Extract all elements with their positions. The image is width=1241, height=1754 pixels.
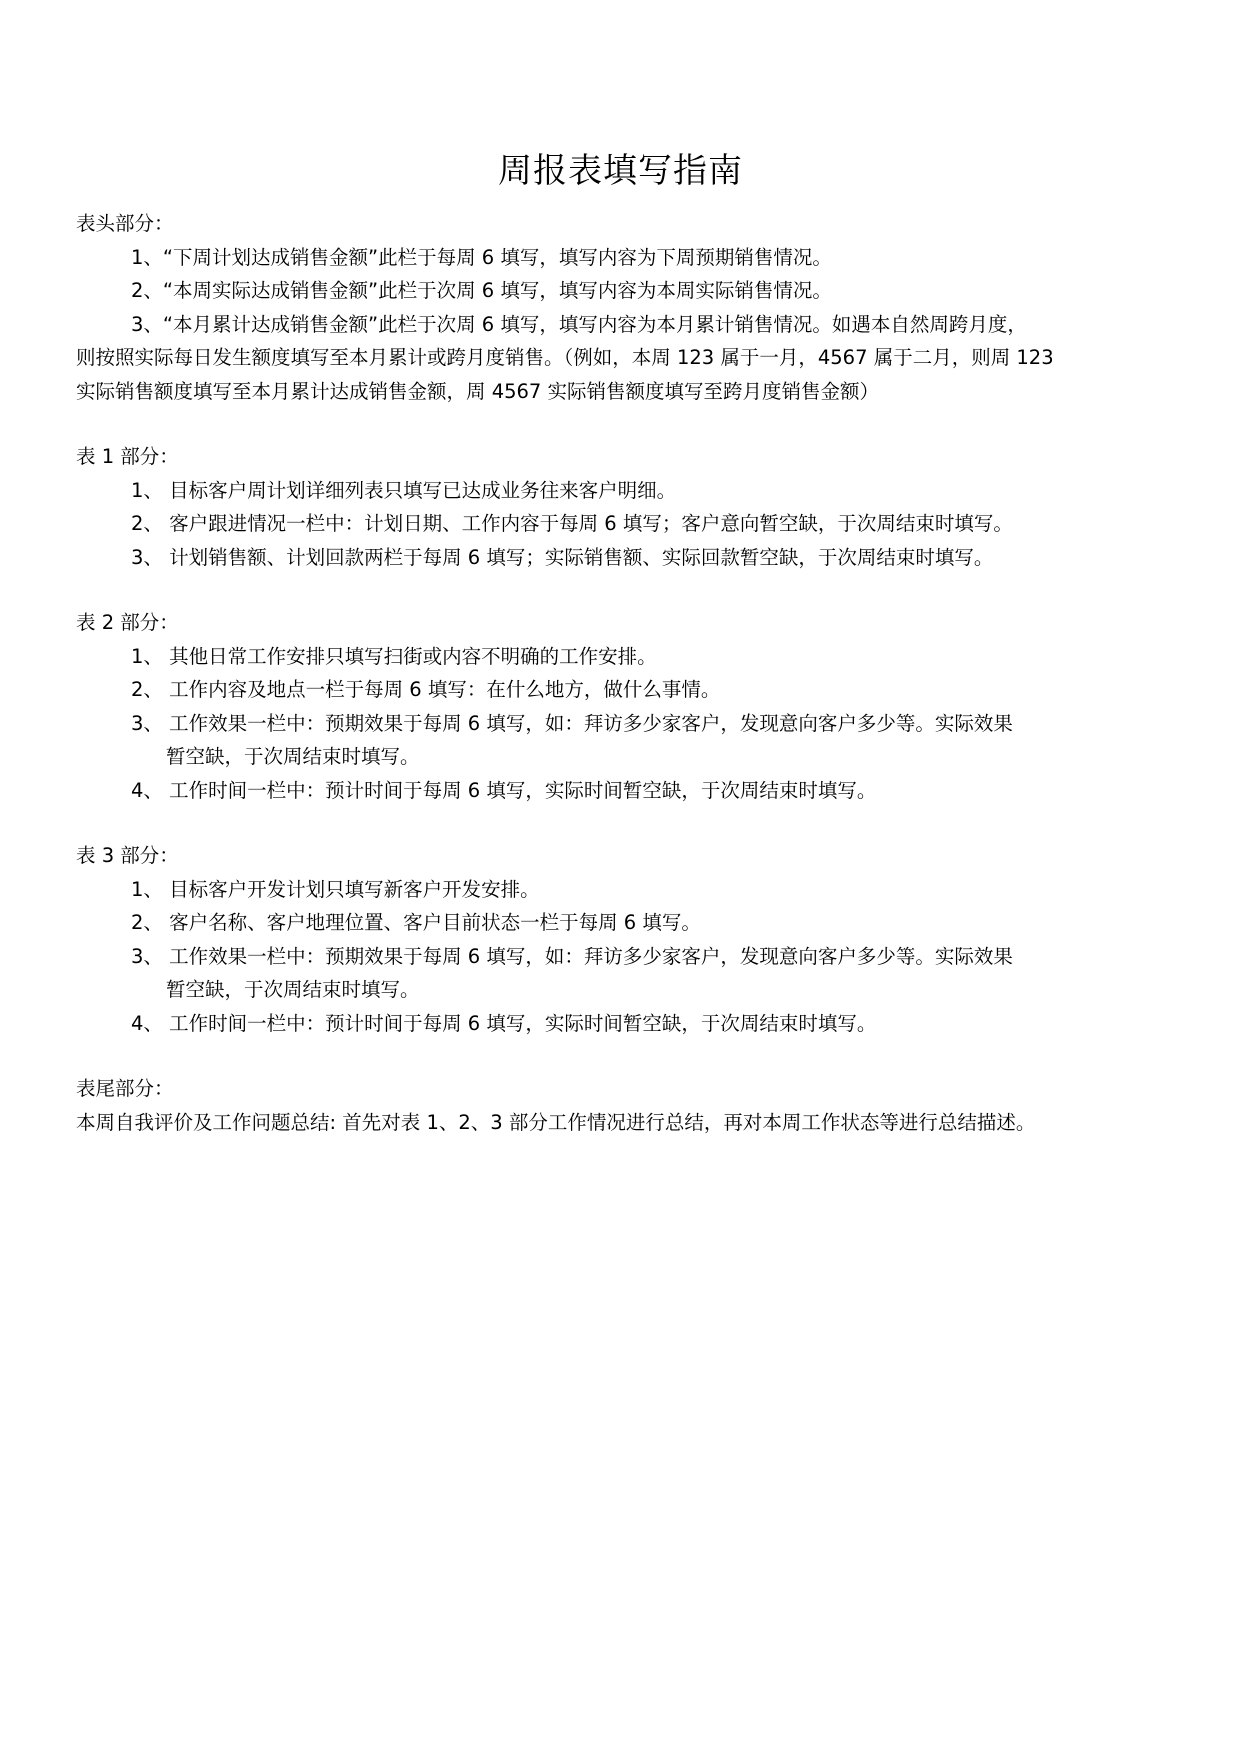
header-section-heading: 表头部分： bbox=[76, 212, 174, 235]
table2-item-3-line-2: 暂空缺，于次周结束时填写。 bbox=[166, 745, 420, 768]
table3-item-2: 2、 客户名称、客户地理位置、客户目前状态一栏于每周 6 填写。 bbox=[131, 911, 701, 934]
table2-item-3-line-1: 3、 工作效果一栏中：预期效果于每周 6 填写，如：拜访多少家客户，发现意向客户多少等。实际效果 bbox=[131, 711, 1013, 735]
document-body bbox=[76, 207, 1176, 1139]
table2-item-2: 2、 工作内容及地点一栏于每周 6 填写：在什么地方，做什么事情。 bbox=[131, 678, 721, 701]
table1-section-heading: 表 1 部分： bbox=[76, 445, 179, 468]
table3-section-heading: 表 3 部分： bbox=[76, 844, 179, 867]
table1-item-1: 1、 目标客户周计划详细列表只填写已达成业务往来客户明细。 bbox=[131, 478, 677, 502]
table2-section-heading: 表 2 部分： bbox=[76, 611, 179, 634]
table1-item-2: 2、 客户跟进情况一栏中：计划日期、工作内容于每周 6 填写；客户意向暂空缺，于次周结束时填写。 bbox=[131, 512, 1013, 535]
table3-item-1: 1、 目标客户开发计划只填写新客户开发安排。 bbox=[131, 877, 540, 901]
footer-section-heading: 表尾部分： bbox=[76, 1077, 174, 1100]
table3-item-3-line-1: 3、 工作效果一栏中：预期效果于每周 6 填写，如：拜访多少家客户，发现意向客户多少等。实际效果 bbox=[131, 944, 1013, 968]
header-item-1: 1、“下周计划达成销售金额”此栏于每周 6 填写，填写内容为下周预期销售情况。 bbox=[131, 245, 832, 269]
table2-item-1: 1、 其他日常工作安排只填写扫街或内容不明确的工作安排。 bbox=[131, 644, 657, 668]
spacer bbox=[76, 408, 1176, 440]
spacer bbox=[76, 1040, 1176, 1072]
header-item-3-line-1: 3、“本月累计达成销售金额”此栏于次周 6 填写，填写内容为本月累计销售情况。如遇本自然周跨月度， bbox=[131, 312, 1027, 336]
header-item-3-line-3: 实际销售额度填写至本月累计达成销售金额，周 4567 实际销售额度填写至跨月度销售金额） bbox=[76, 379, 880, 403]
header-item-2: 2、“本周实际达成销售金额”此栏于次周 6 填写，填写内容为本周实际销售情况。 bbox=[131, 279, 832, 302]
table3-item-4: 4、 工作时间一栏中：预计时间于每周 6 填写，实际时间暂空缺，于次周结束时填写。 bbox=[131, 1011, 877, 1035]
document-title: 周报表填写指南 bbox=[498, 151, 743, 191]
footer-text: 本周自我评价及工作问题总结: 首先对表 1、2、3 部分工作情况进行总结，再对本周工作状态等进行总结描述。 bbox=[76, 1110, 1036, 1134]
table2-item-4: 4、 工作时间一栏中：预计时间于每周 6 填写，实际时间暂空缺，于次周结束时填写。 bbox=[131, 778, 877, 802]
table1-item-3: 3、 计划销售额、计划回款两栏于每周 6 填写；实际销售额、实际回款暂空缺，于次周结束时填写。 bbox=[131, 545, 994, 569]
header-item-3-line-2: 则按照实际每日发生额度填写至本月累计或跨月度销售。（例如，本周 123 属于一月，4567 属于二月，则周 123 bbox=[76, 346, 1054, 369]
spacer bbox=[76, 574, 1176, 606]
spacer bbox=[76, 807, 1176, 839]
table3-item-3-line-2: 暂空缺，于次周结束时填写。 bbox=[166, 978, 420, 1001]
